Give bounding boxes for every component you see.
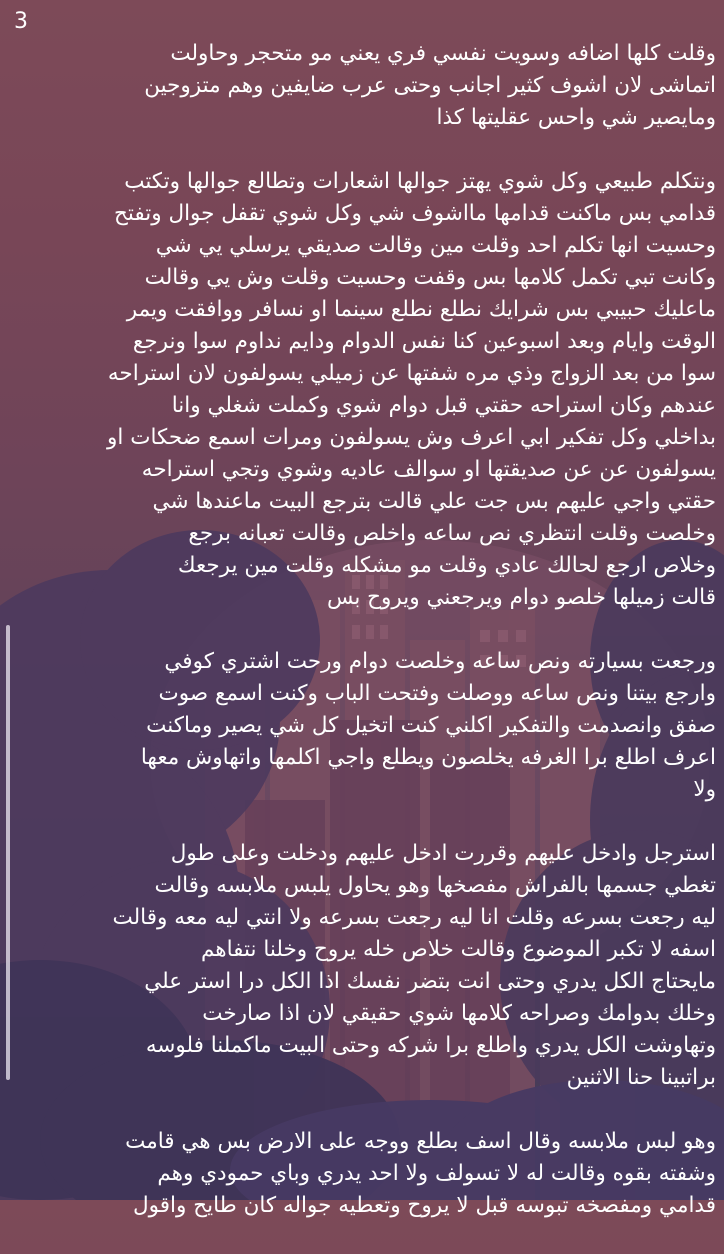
text-line: وحسيت انها تكلم احد وقلت مين وقالت صديقي يرسلي يي شي bbox=[155, 233, 716, 258]
text-line: ونتكلم طبيعي وكل شوي يهتز جوالها اشعارات وتطالع جوالها وتكتب bbox=[124, 169, 716, 194]
text-line: وخلصت وقلت انتظري نص ساعه واخلص وقالت تعبانه برجع bbox=[188, 521, 716, 546]
text-line: ليه رجعت بسرعه وقلت انا ليه رجعت بسرعه ولا انتي ليه معه وقالت bbox=[112, 905, 716, 930]
paragraph-4 bbox=[8, 838, 716, 1094]
text-line: قدامي ومفصخه تبوسه قبل لا يروح وتعطيه جواله كان طايح واقول bbox=[133, 1193, 716, 1218]
text-line: بداخلي وكل تفكير ابي اعرف وش يسولفون ومرات اسمع ضحكات او bbox=[107, 425, 716, 450]
text-line: اسفه لا تكبر الموضوع وقالت خلاص خله يروح وخلنا نتفاهم bbox=[200, 937, 716, 962]
text-line: اتماشى لان اشوف كثير اجانب وحتى عرب ضايفين وهم متزوجين bbox=[144, 73, 716, 98]
text-line: عندهم وكان استراحه حقتي قبل دوام شوي وكملت شغلي وانا bbox=[171, 393, 716, 418]
text-line: قدامي بس ماكنت قدامها مااشوف شي وكل شوي تقفل جوال وتفتح bbox=[114, 201, 716, 226]
text-line: استرجل وادخل عليهم وقررت ادخل عليهم ودخلت وعلى طول bbox=[170, 841, 716, 866]
text-line: وهو لبس ملابسه وقال اسف بطلع ووجه على الارض بس هي قامت bbox=[125, 1129, 716, 1154]
text-line: وارجع بيتنا ونص ساعه ووصلت وفتحت الباب وكنت اسمع صوت bbox=[158, 681, 716, 706]
text-line: براتبينا حنا الاثنين bbox=[566, 1065, 716, 1090]
text-line: ماعليك حبيبي بس شرايك نطلع نطلع سينما او نسافر ووافقت ويمر bbox=[126, 297, 716, 322]
paragraph-1 bbox=[8, 38, 716, 134]
paragraph-3 bbox=[8, 646, 716, 806]
text-line: وكانت تبي تكمل كلامها بس وقفت وحسيت وقلت وش يي وقالت bbox=[144, 265, 716, 290]
text-line: قالت زميلها خلصو دوام ويرجعني ويروح بس bbox=[326, 585, 716, 610]
text-line: وتهاوشت الكل يدري واطلع برا شركه وحتى البيت ماكملنا فلوسه bbox=[145, 1033, 716, 1058]
text-line: الوقت وايام وبعد اسبوعين كنا نفس الدوام ودايم نداوم سوا ونرجع bbox=[132, 329, 716, 354]
text-line: اعرف اطلع برا الغرفه يخلصون ويطلع واجي اكلمها واتهاوش معها bbox=[140, 745, 716, 770]
text-line: سوا من بعد الزواج وذي مره شفتها عن زميلي يسولفون لان استراحه bbox=[107, 361, 716, 386]
page-number: 3 bbox=[14, 9, 28, 34]
text-line: يسولفون عن عن صديقتها او سوالف عاديه وشوي وتجي استراحه bbox=[141, 457, 716, 482]
text-line: وشفته بقوه وقالت له لا تسولف ولا احد يدري وباي حمودي وهم bbox=[157, 1161, 716, 1186]
paragraph-5 bbox=[8, 1126, 716, 1222]
text-line: ومايصير شي واحس عقليتها كذا bbox=[436, 105, 716, 130]
text-line: صفق وانصدمت والتفكير اكلني كنت اتخيل كل شي يصير وماكنت bbox=[146, 713, 716, 738]
text-line: حقتي واجي عليهم بس جت علي قالت بترجع البيت ماعندها شي bbox=[152, 489, 716, 514]
text-line: ورجعت بسيارته ونص ساعه وخلصت دوام ورحت اشتري كوفي bbox=[164, 649, 716, 674]
text-line: تغطي جسمها بالفراش مفصخها وهو يحاول يلبس ملابسه وقالت bbox=[154, 873, 716, 898]
text-line: وخلاص ارجع لحالك عادي وقلت مو مشكله وقلت مين يرجعك bbox=[177, 553, 716, 578]
text-line: مايحتاج الكل يدري وحتى انت بتضر نفسك اذا الكل درا استر علي bbox=[144, 969, 716, 994]
paragraph-2 bbox=[8, 166, 716, 614]
text-line: ولا bbox=[693, 777, 716, 802]
story-text bbox=[8, 6, 716, 1254]
text-line: وخلك بدوامك وصراحه كلامها شوي حقيقي لان اذا صارخت bbox=[202, 1001, 716, 1026]
scrollbar-thumb[interactable] bbox=[6, 625, 10, 1080]
text-line: وقلت كلها اضافه وسويت نفسي فري يعني مو متحجر وحاولت bbox=[170, 41, 716, 66]
